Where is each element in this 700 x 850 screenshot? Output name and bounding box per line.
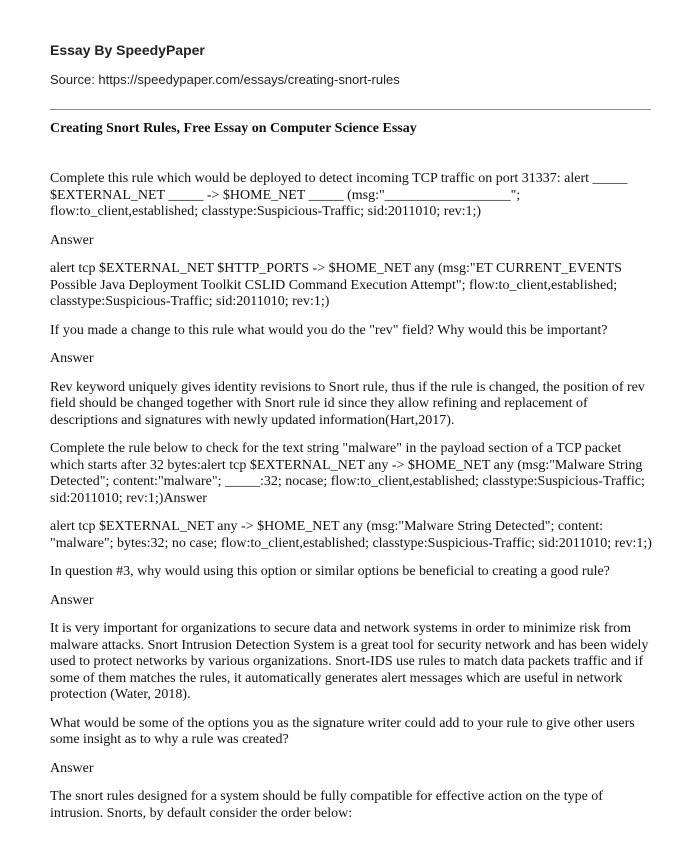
paragraph-question-4: In question #3, why would using this option or similar options be beneficial to creating a good rule? [50, 564, 610, 579]
paragraph-answer-2: Rev keyword uniquely gives identity revisions to Snort rule, thus if the rule is changed, the position of rev field should be changed together with Snort rule id since they allow refining and replacement of descriptions and signatures with newly updated information(Hart,2017). [50, 379, 645, 428]
paragraph-question-1: Complete this rule which would be deployed to detect incoming TCP traffic on port 31337: alert _____ $EXTERNAL_NET _____ -> $HOME_NET _____ (msg:"__________________"; flow:to_client,established; classtype:Suspicious-Traffic; sid:2011010; rev:1;) [50, 171, 628, 219]
paragraph-question-5: What would be some of the options you as the signature writer could add to your rule to give other users some insight as to why a rule was created? [50, 715, 635, 747]
answer-label-1: Answer [50, 232, 94, 248]
paragraph-answer-5: The snort rules designed for a system should be fully compatible for effective action on the type of intrusion. Snorts, by default consider the order below: [50, 789, 603, 821]
paragraph-question-2: If you made a change to this rule what would you do the "rev" field? Why would this be important? [50, 322, 608, 338]
paragraph-answer-3: alert tcp $EXTERNAL_NET any -> $HOME_NET any (msg:"Malware String Detected"; content: "malware"; bytes:32; no case; flow:to_client,established; classtype:Suspicious-Traffic; sid:2011010; rev:1;) [50, 519, 652, 551]
paragraph-question-3: Complete the rule below to check for the text string "malware" in the payload section of a TCP packet which starts after 32 bytes:alert tcp $EXTERNAL_NET any -> $HOME_NET any (msg:"Malware String Detected"; content:"malware"; _____:32; nocase; flow:to_client,established; classtype:Suspicious-Traffic; sid:2011010; rev:1;)Answer [50, 441, 645, 506]
answer-label-4: Answer [50, 592, 94, 608]
essay-body [50, 171, 653, 834]
header-divider [50, 109, 651, 110]
paragraph-answer-4: It is very important for organizations to secure data and network systems in order to minimize risk from malware attacks. Snort Intrusion Detection System is a great tool for security network and has been widely used to protect networks by various organizations. Snort-IDS use rules to match data packets traffic and if some of them matches the rules, it automatically generates alert messages which are useful in network protection (Water, 2018). [50, 621, 649, 702]
answer-label-2: Answer [50, 351, 94, 366]
document-header-title: Essay By SpeedyPaper [50, 42, 205, 58]
document-source-line: Source: https://speedypaper.com/essays/creating-snort-rules [50, 72, 400, 87]
answer-label-5: Answer [50, 760, 94, 776]
essay-title: Creating Snort Rules, Free Essay on Computer Science Essay [50, 121, 417, 136]
paragraph-answer-1: alert tcp $EXTERNAL_NET $HTTP_PORTS -> $HOME_NET any (msg:"ET CURRENT_EVENTS Possible Java Deployment Toolkit CSLID Command Execution Attempt"; flow:to_client,established; classtype:Suspicious-Traffic; sid:2011010; rev:1;) [50, 261, 622, 309]
